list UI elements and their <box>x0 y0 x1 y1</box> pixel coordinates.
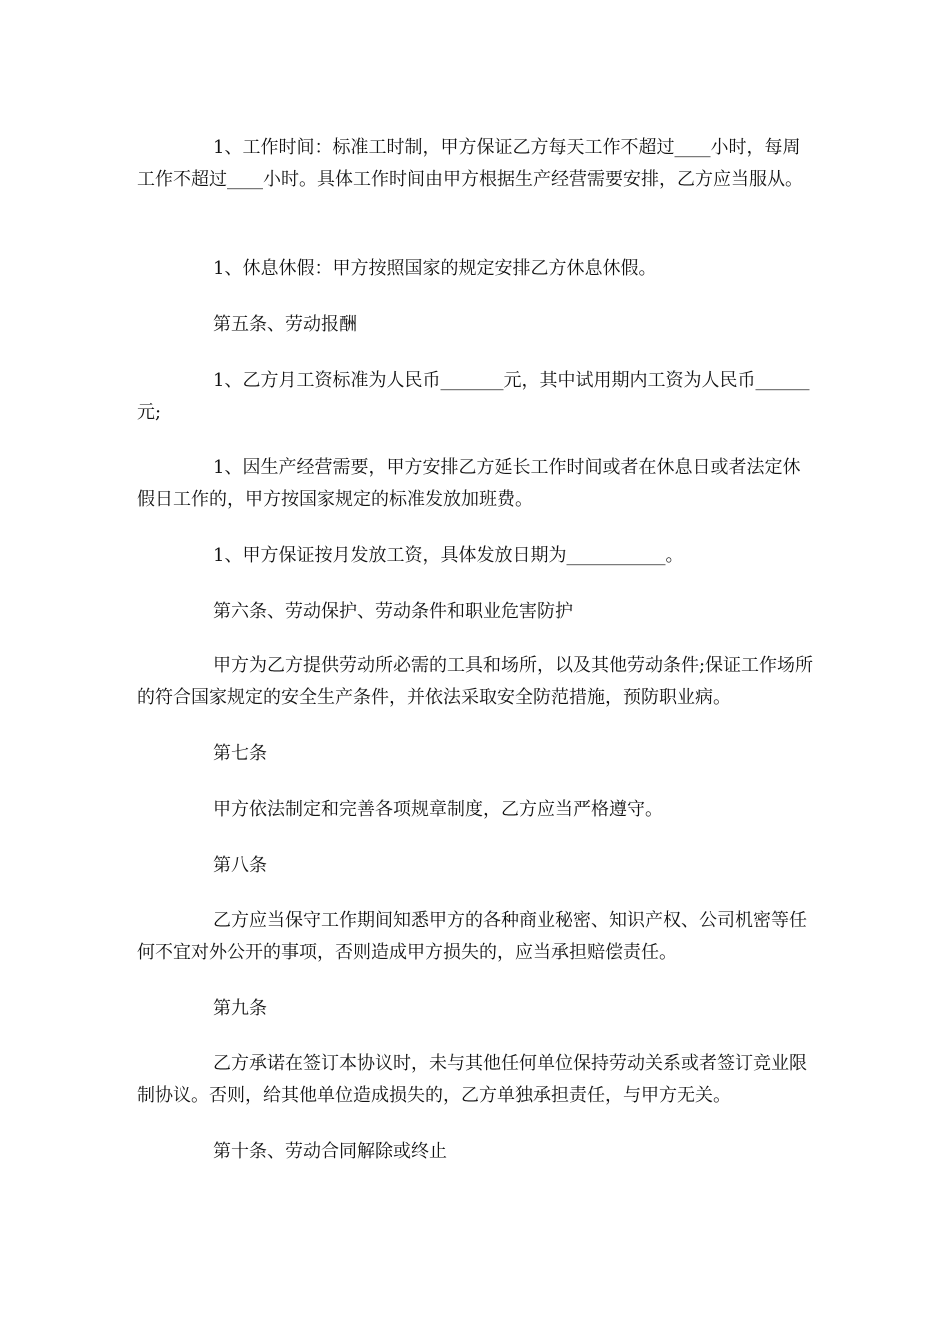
clause-monthly-wage: 1、乙方月工资标准为人民币_______元，其中试用期内工资为人民币______元; <box>137 370 810 423</box>
article-5-heading: 第五条、劳动报酬 <box>213 314 357 335</box>
article-10-heading: 第十条、劳动合同解除或终止 <box>213 1141 447 1162</box>
clause-working-hours: 1、工作时间：标准工时制，甲方保证乙方每天工作不超过____小时，每周工作不超过____小时。具体工作时间由甲方根据生产经营需要安排，乙方应当服从。 <box>137 137 803 190</box>
clause-rules-compliance: 甲方依法制定和完善各项规章制度，乙方应当严格遵守。 <box>213 799 663 820</box>
article-8-heading: 第八条 <box>213 855 267 876</box>
article-7-heading: 第七条 <box>213 743 267 764</box>
clause-overtime-pay: 1、因生产经营需要，甲方安排乙方延长工作时间或者在休息日或者法定休假日工作的，甲方按国家规定的标准发放加班费。 <box>137 457 801 510</box>
article-6-heading: 第六条、劳动保护、劳动条件和职业危害防护 <box>213 601 573 622</box>
article-9-heading: 第九条 <box>213 998 267 1019</box>
clause-rest-leave: 1、休息休假：甲方按照国家的规定安排乙方休息休假。 <box>213 258 657 279</box>
clause-confidentiality: 乙方应当保守工作期间知悉甲方的各种商业秘密、知识产权、公司机密等任何不宜对外公开的事项，否则造成甲方损失的，应当承担赔偿责任。 <box>137 910 807 963</box>
clause-pay-date: 1、甲方保证按月发放工资，具体发放日期为___________。 <box>213 545 684 566</box>
clause-labor-protection: 甲方为乙方提供劳动所必需的工具和场所，以及其他劳动条件;保证工作场所的符合国家规定的安全生产条件，并依法采取安全防范措施，预防职业病。 <box>137 655 814 708</box>
clause-non-compete: 乙方承诺在签订本协议时，未与其他任何单位保持劳动关系或者签订竞业限制协议。否则，给其他单位造成损失的，乙方单独承担责任，与甲方无关。 <box>137 1053 807 1106</box>
